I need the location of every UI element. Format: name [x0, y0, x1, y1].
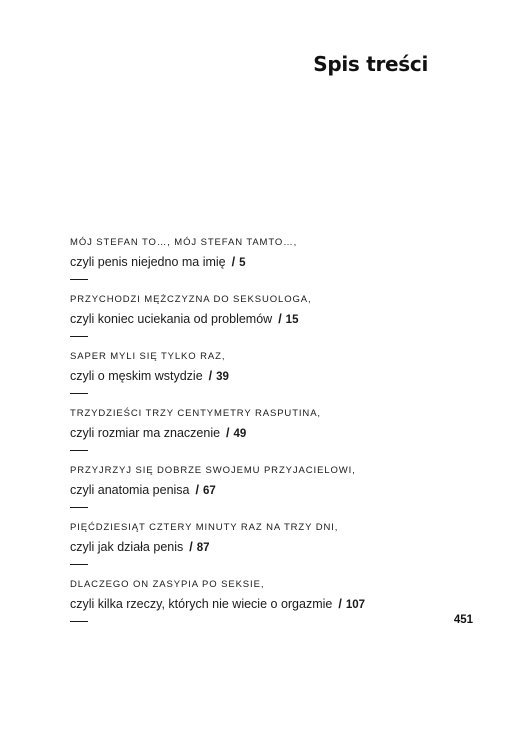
- toc-entry-line: [70, 482, 470, 499]
- toc-entry-line: [70, 539, 470, 556]
- toc-entry-divider: [70, 564, 88, 565]
- toc-entry-subtitle: czyli koniec uciekania od problemów: [70, 312, 273, 326]
- toc-entry-subtitle: czyli o męskim wstydzie: [70, 369, 203, 383]
- toc-entry-line: [70, 596, 470, 613]
- toc-entry-separator: /: [195, 483, 199, 497]
- toc-entry-heading: TRZYDZIEŚCI TRZY CENTYMETRY RASPUTINA,: [70, 408, 321, 419]
- toc-entry[interactable]: [70, 236, 470, 293]
- toc-entry-page-number[interactable]: 107: [345, 599, 366, 611]
- toc-entry-heading: DLACZEGO ON ZASYPIA PO SEKSIE,: [70, 579, 265, 590]
- toc-entry-page-number[interactable]: 87: [196, 542, 210, 554]
- toc-entry-separator: /: [278, 312, 282, 326]
- page-title: Spis treści: [313, 52, 428, 76]
- toc-entry-line: [70, 311, 470, 328]
- toc-entry[interactable]: [70, 293, 470, 350]
- toc-entry-divider: [70, 450, 88, 451]
- toc-entry-heading: PRZYCHODZI MĘŻCZYZNA DO SEKSUOLOGA,: [70, 294, 312, 305]
- toc-entry-divider: [70, 507, 88, 508]
- toc-entry-separator: /: [226, 426, 230, 440]
- toc-entry-divider: [70, 393, 88, 394]
- toc-entry[interactable]: [70, 407, 470, 464]
- toc-entry-subtitle: czyli penis niejedno ma imię: [70, 255, 226, 269]
- toc-entry-subtitle: czyli anatomia penisa: [70, 483, 190, 497]
- toc-entry-separator: /: [189, 540, 193, 554]
- toc-entry-page-number[interactable]: 39: [216, 371, 229, 383]
- toc-entry-separator: /: [208, 369, 213, 383]
- toc-entry-page-number[interactable]: 67: [203, 485, 216, 497]
- toc-entry-heading: PRZYJRZYJ SIĘ DOBRZE SWOJEMU PRZYJACIELOWI,: [70, 465, 356, 476]
- toc-entry-separator: /: [231, 255, 236, 269]
- table-of-contents: [70, 236, 470, 635]
- toc-entry[interactable]: [70, 350, 470, 407]
- toc-entry[interactable]: [70, 578, 470, 635]
- toc-entry-heading: PIĘĆDZIESIĄT CZTERY MINUTY RAZ NA TRZY DNI,: [70, 522, 339, 533]
- toc-entry-page-number[interactable]: 5: [239, 257, 246, 269]
- toc-entry-line: [70, 368, 470, 385]
- toc-entry-subtitle: czyli kilka rzeczy, których nie wiecie o orgazmie: [70, 597, 333, 611]
- page-number: 451: [453, 614, 473, 626]
- toc-entry-heading: SAPER MYLI SIĘ TYLKO RAZ,: [70, 351, 226, 362]
- toc-entry-heading: MÓJ STEFAN TO…, MÓJ STEFAN TAMTO…,: [70, 237, 298, 248]
- toc-entry-line: [70, 254, 470, 271]
- toc-entry-divider: [70, 336, 88, 337]
- toc-entry[interactable]: [70, 464, 470, 521]
- toc-entry-divider: [70, 279, 88, 280]
- toc-entry-subtitle: czyli rozmiar ma znaczenie: [70, 426, 221, 440]
- toc-entry-separator: /: [338, 597, 342, 611]
- toc-entry-divider: [70, 621, 88, 622]
- toc-entry[interactable]: [70, 521, 470, 578]
- toc-entry-page-number[interactable]: 49: [233, 428, 247, 440]
- toc-entry-page-number[interactable]: 15: [285, 314, 299, 326]
- toc-entry-subtitle: czyli jak działa penis: [70, 540, 184, 554]
- toc-entry-line: [70, 425, 470, 442]
